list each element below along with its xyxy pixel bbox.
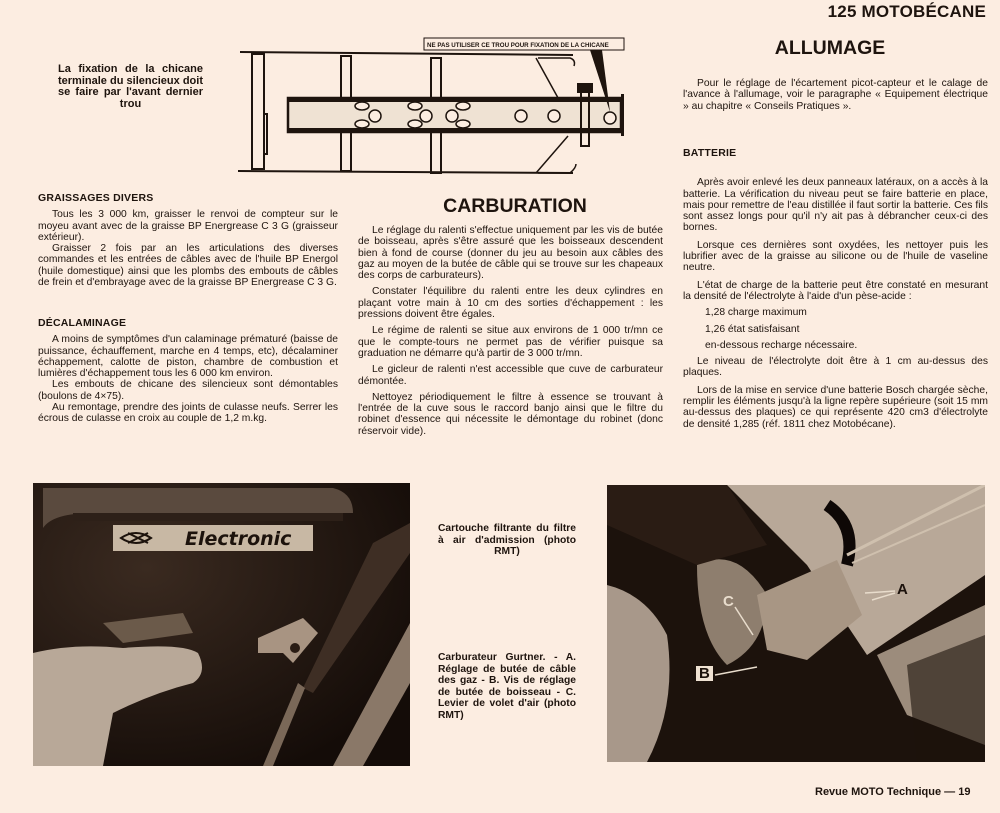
diagram-caption: La fixation de la chicane terminale du silencieux doit se faire par l'avant dernier trou <box>58 63 203 110</box>
electronic-badge-text: Electronic <box>185 528 292 550</box>
decalaminage-paragraph: A moins de symptômes d'un calaminage prématuré (baisse de puissance, échauffement, marche en 4 temps, etc), décalaminer échappement, calotte de piston, chambre de combustion et lumières d'échappement tous les 6 000 km environ. <box>38 334 338 380</box>
graissages-paragraph: Graisser 2 fois par an les articulations des diverses commandes et les entrées de câbles avec de l'huile BP Energol (huile domestique) ainsi que les plombs des embouts de câbles de frein et d'embrayage avec de la graisse BP Energrease C 3 G. <box>38 243 338 289</box>
label-a: A <box>897 581 908 598</box>
carburation-heading: CARBURATION <box>443 195 587 217</box>
batterie-paragraph: L'état de charge de la batterie peut être constaté en mesurant la densité de l'électrolyte à l'aide d'un pèse-acide : <box>683 279 988 302</box>
decalaminage-paragraph: Au remontage, prendre des joints de culasse neufs. Serrer les écrous de culasse en croix au couple de 1,2 m.kg. <box>38 402 338 425</box>
graissages-heading: GRAISSAGES DIVERS <box>38 192 154 204</box>
carburation-paragraph: Le gicleur de ralenti n'est accessible que cuve de carburateur démontée. <box>358 364 663 387</box>
air-filter-photo-illustration <box>33 483 410 766</box>
allumage-heading: ALLUMAGE <box>774 37 886 59</box>
page-footer: Revue MOTO Technique — 19 <box>815 786 971 798</box>
graissages-section <box>38 193 338 288</box>
batterie-paragraph: Après avoir enlevé les deux panneaux latéraux, on a accès à la batterie. La vérification du niveau peut se faire batterie en place, mais pour remettre de l'eau distillée il faut sortir la batterie. Ces fils sont assez longs pour qu'il n'y ait pas à débrancher ceux-ci des bornes. <box>683 177 988 234</box>
batterie-paragraph: Lorsque ces dernières sont oxydées, les nettoyer puis les lubrifier avec de la graisse au silicone ou de l'huile de vaseline neutre. <box>683 239 988 274</box>
carburetor-photo <box>607 485 985 762</box>
batterie-section <box>683 148 988 430</box>
allumage-intro-block <box>683 78 988 112</box>
decalaminage-section <box>38 318 338 425</box>
air-filter-photo <box>33 483 410 766</box>
carburetor-photo-illustration <box>607 485 985 762</box>
air-filter-caption: Cartouche filtrante du filtre à air d'admission (photo RMT) <box>438 523 576 557</box>
label-c: C <box>723 593 734 610</box>
carburetor-caption: Carburateur Gurtner. - A. Réglage de butée de câble des gaz - B. Vis de réglage de butée de boisseau - C. Levier de volet d'air (photo RMT) <box>438 652 576 721</box>
callout-text: NE PAS UTILISER CE TROU POUR FIXATION DE LA CHICANE <box>427 42 609 49</box>
density-list-item: 1,28 charge maximum <box>705 307 807 319</box>
running-head: 125 MOTOBÉCANE <box>827 2 986 21</box>
decalaminage-paragraph: Les embouts de chicane des silencieux sont démontables (boulons de 4×75). <box>38 379 338 402</box>
batterie-paragraph: Le niveau de l'électrolyte doit être à 1 cm au-dessus des plaques. <box>683 356 988 379</box>
carburation-section <box>358 225 663 437</box>
carburation-paragraph: Constater l'équilibre du ralenti entre les deux cylindres en plaçant votre main à 10 cm des sorties d'échappement : les pressions doivent être égales. <box>358 286 663 321</box>
carburation-paragraph: Le réglage du ralenti s'effectue uniquement par les vis de butée de boisseau, après s'être assuré que les boisseaux descendent bien à fond de course (donner du jeu au besoin aux câbles des gaz au moyen de la butée de câble qui se trouve sur les chapeaux des corps de carburateurs). <box>358 225 663 282</box>
density-list-item: 1,26 état satisfaisant <box>705 323 800 335</box>
density-list-item: en-dessous recharge nécessaire. <box>705 339 858 351</box>
silencer-diagram <box>238 28 633 176</box>
carburation-paragraph: Nettoyez périodiquement le filtre à essence se trouvant à l'entrée de la cuve sous le raccord banjo ainsi que le filtre du robinet d'essence qui nécessite le démontage du robinet (donc réservoir vide). <box>358 391 663 437</box>
graissages-paragraph: Tous les 3 000 km, graisser le renvoi de compteur sur le moyeu avant avec de la graisse BP Energrease C 3 G (graisseur extérieur). <box>38 209 338 243</box>
decalaminage-heading: DÉCALAMINAGE <box>38 317 127 329</box>
label-b: B <box>695 665 714 682</box>
carburation-paragraph: Le régime de ralenti se situe aux environs de 1 000 tr/mn ce que le compte-tours ne permet pas de vérifier puisque sa graduation ne démarre qu'à partir de 3 000 tr/mn. <box>358 325 663 359</box>
batterie-heading: BATTERIE <box>683 147 737 159</box>
batterie-paragraph: Lors de la mise en service d'une batterie Bosch chargée sèche, remplir les éléments jusqu'à la ligne repère supérieure (soit 15 mm au-dessus des plaques) ce qui représente 420 cm3 d'électrolyte de densité 1,285 (réf. 1811 chez Motobécane). <box>683 384 988 430</box>
allumage-intro: Pour le réglage de l'écartement picot-capteur et le calage de l'avance à l'allumage, voir le paragraphe « Equipement électrique » au chapitre « Conseils Pratiques ». <box>683 78 988 112</box>
